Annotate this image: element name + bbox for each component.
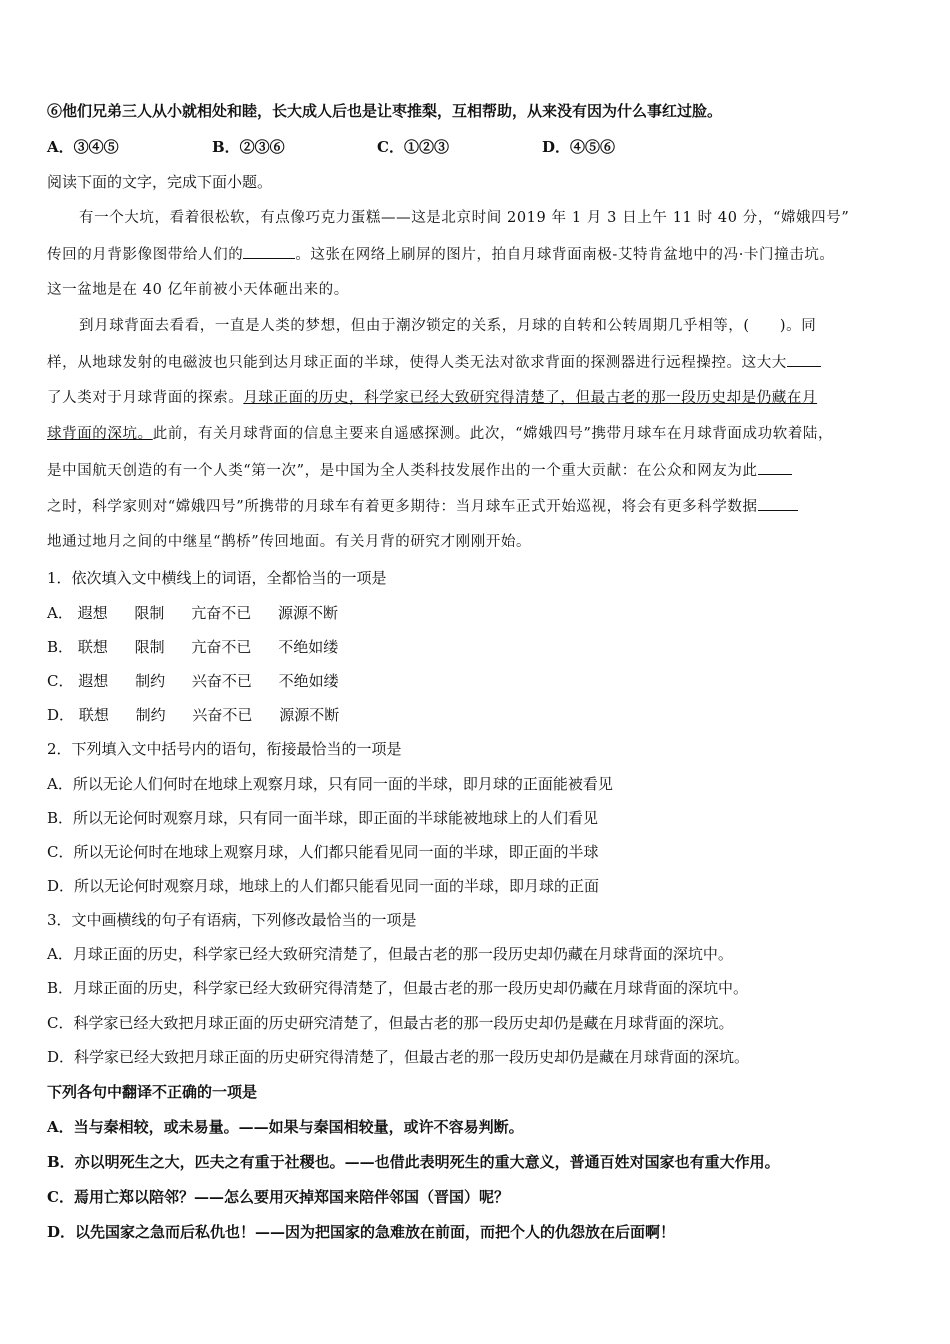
passage-line [47, 496, 798, 517]
q2-option-d[interactable]: D．所以无论何时观察月球，地球上的人们都只能看见同一面的半球，即月球的正面 [47, 877, 600, 895]
q3-option-c[interactable]: C．科学家已经大致把月球正面的历史研究清楚了，但最古老的那一段历史却仍是藏在月球背面的深坑。 [47, 1014, 734, 1032]
top-option-c[interactable]: C．①②③ [377, 138, 449, 156]
top-option-a[interactable]: A．③④⑤ [47, 138, 119, 156]
passage-text: 此前，有关月球背面的信息主要来自遥感探测。此次，“嫦娥四号”携带月球车在月球背面成功软着陆， [152, 426, 834, 442]
passage-line [47, 460, 792, 481]
option-word: 不绝如缕 [278, 672, 339, 690]
option-word: 兴奋不已 [192, 706, 253, 724]
passage-line [47, 244, 835, 265]
blank-3 [758, 460, 792, 475]
question-1-stem: 1．依次填入文中横线上的词语，全都恰当的一项是 [47, 569, 387, 587]
blank-1 [243, 244, 295, 259]
option-word: 遐想 [78, 672, 109, 690]
passage-text: 。这张在网络上刷屏的图片，拍自月球背面南极-艾特肯盆地中的冯·卡门撞击坑。 [295, 247, 835, 263]
q3-option-d[interactable]: D．科学家已经大致把月球正面的历史研究得清楚了，但最古老的那一段历史却仍是藏在月球背面的深坑。 [47, 1048, 750, 1066]
option-word: 制约 [135, 672, 166, 690]
option-letter: C． [47, 672, 74, 690]
question-4-stem: 下列各句中翻译不正确的一项是 [47, 1083, 258, 1101]
passage-line: 到月球背面去看看，一直是人类的梦想，但由于潮汐锁定的关系，月球的自转和公转周期几乎相等，( )。同 [79, 318, 817, 334]
top-sentence: ⑥他们兄弟三人从小就相处和睦，长大成人后也是让枣推梨，互相帮助，从来没有因为什么事红过脸。 [47, 102, 723, 120]
blank-2 [787, 352, 821, 367]
option-word: 源源不断 [279, 706, 340, 724]
passage-text: 传回的月背影像图带给人们的 [47, 247, 244, 263]
q1-option-d[interactable] [47, 705, 361, 725]
q2-option-c[interactable]: C．所以无论何时在地球上观察月球，人们都只能看见同一面的半球，即正面的半球 [47, 843, 599, 861]
reading-intro: 阅读下面的文字，完成下面小题。 [47, 173, 273, 191]
passage-line: 有一个大坑，看着很松软，有点像巧克力蛋糕——这是北京时间 2019 年 1 月 3 日上午 11 时 40 分，“嫦娥四号” [79, 210, 850, 226]
passage-text: 之时，科学家则对“嫦娥四号”所携带的月球车有着更多期待：当月球车正式开始巡视，将会有更多科学数据 [47, 499, 758, 515]
passage-text: 样，从地球发射的电磁波也只能到达月球正面的半球，使得人类无法对欲求背面的探测器进行远程操控。这大大 [47, 355, 787, 371]
option-word: 不绝如缕 [278, 638, 339, 656]
q4-option-c[interactable]: C．焉用亡郑以陪邻？——怎么要用灭掉郑国来陪伴邻国（晋国）呢？ [47, 1188, 509, 1206]
option-word: 源源不断 [278, 604, 339, 622]
question-2-stem: 2．下列填入文中括号内的语句，衔接最恰当的一项是 [47, 740, 402, 758]
passage-line: 这一盆地是在 40 亿年前被小天体砸出来的。 [47, 282, 349, 298]
option-word: 限制 [134, 604, 165, 622]
passage-line [47, 388, 817, 408]
option-word: 联想 [78, 706, 109, 724]
blank-4 [758, 496, 798, 511]
q2-option-a[interactable]: A．所以无论人们何时在地球上观察月球，只有同一面的半球，即月球的正面能被看见 [47, 775, 613, 793]
q3-option-b[interactable]: B．月球正面的历史，科学家已经大致研究得清楚了，但最古老的那一段历史却仍藏在月球背面的深坑中。 [47, 979, 749, 997]
top-option-d[interactable]: D．④⑤⑥ [542, 138, 616, 156]
passage-line: 地通过地月之间的中继星“鹊桥”传回地面。有关月背的研究才刚刚开始。 [47, 534, 532, 550]
q4-option-b[interactable]: B．亦以明死生之大，匹夫之有重于社稷也。——也借此表明死生的重大意义，普通百姓对国家也有重大作用。 [47, 1153, 780, 1171]
q1-option-b[interactable] [47, 637, 360, 657]
option-word: 兴奋不已 [191, 672, 252, 690]
option-word: 联想 [77, 638, 108, 656]
option-letter: A． [47, 604, 73, 622]
option-word: 亢奋不已 [191, 638, 252, 656]
q1-option-c[interactable] [47, 671, 361, 691]
q3-option-a[interactable]: A．月球正面的历史，科学家已经大致研究清楚了，但最古老的那一段历史却仍藏在月球背面的深坑中。 [47, 945, 733, 963]
top-option-b[interactable]: B．②③⑥ [212, 138, 285, 156]
underlined-sentence: 球背面的深坑。 [47, 426, 153, 442]
passage-line [47, 424, 833, 444]
option-word: 制约 [135, 706, 166, 724]
passage-text: 是中国航天创造的有一个人类“第一次”，是中国为全人类科技发展作出的一个重大贡献：在公众和网友为此 [47, 463, 758, 479]
option-word: 亢奋不已 [191, 604, 252, 622]
passage-line [47, 352, 821, 373]
underlined-sentence: 月球正面的历史，科学家已经大致研究得清楚了，但最古老的那一段历史却是仍藏在月 [243, 390, 818, 406]
option-word: 遐想 [77, 604, 108, 622]
q2-option-b[interactable]: B．所以无论何时观察月球，只有同一面半球，即正面的半球能被地球上的人们看见 [47, 809, 599, 827]
q4-option-a[interactable]: A．当与秦相较，或未易量。——如果与秦国相较量，或许不容易判断。 [47, 1118, 524, 1136]
passage-text: 了人类对于月球背面的探索。 [47, 390, 244, 406]
option-letter: D． [47, 706, 75, 724]
q4-option-d[interactable]: D．以先国家之急而后私仇也！——因为把国家的急难放在前面，而把个人的仇怨放在后面啊！ [47, 1223, 676, 1241]
option-letter: B． [47, 638, 74, 656]
question-3-stem: 3．文中画横线的句子有语病，下列修改最恰当的一项是 [47, 911, 417, 929]
option-word: 限制 [134, 638, 165, 656]
q1-option-a[interactable] [47, 603, 360, 623]
